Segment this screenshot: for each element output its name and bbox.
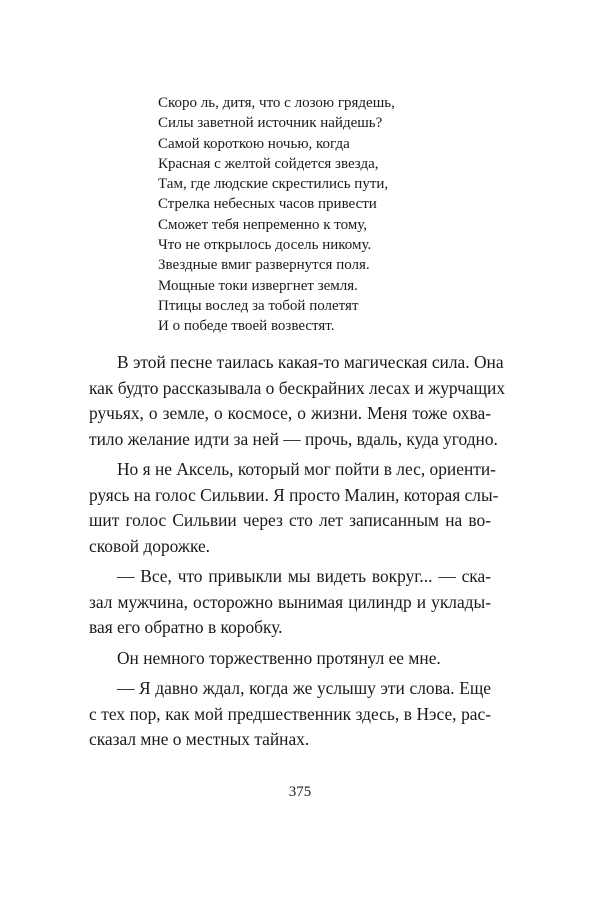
- poem-line: Самой короткою ночью, когда: [158, 135, 350, 152]
- poem-line: Сможет тебя непременно к тому,: [158, 216, 368, 233]
- text-line: вая его обратно в коробку.: [89, 617, 283, 637]
- text-line: сковой дорожке.: [89, 535, 211, 556]
- body-text: [89, 350, 506, 753]
- poem-line: Скоро ль, дитя, что с лозою грядешь,: [158, 95, 395, 111]
- text-line: как будто рассказывала о бескрайних лесах и журчащих: [89, 377, 506, 398]
- text-line: сказал мне о местных тайнах.: [89, 729, 310, 749]
- text-line: руясь на голос Сильвии. Я просто Малин, которая слы-: [89, 484, 499, 505]
- text-line: шит голос Сильвии через сто лет записанным на во-: [89, 510, 491, 530]
- poem-line: Звездные вмиг развернутся поля.: [158, 257, 370, 274]
- text-line: ручьях, о земле, о космосе, о жизни. Меня тоже охва-: [89, 403, 491, 423]
- poem-line: Птицы вослед за тобой полетят: [158, 297, 359, 314]
- poem-line: Силы заветной источник найдешь?: [158, 115, 383, 132]
- text-line: В этой песне таилась какая-то магическая сила. Она: [117, 352, 504, 372]
- text-line: с тех пор, как мой предшественник здесь, в Нэсе, рас-: [89, 703, 491, 724]
- poem-line: Что не открылось досель никому.: [158, 237, 372, 254]
- text-line: Он немного торжественно протянул ее мне.: [117, 647, 441, 668]
- text-line: — Я давно ждал, когда же услышу эти слова. Еще: [117, 678, 491, 698]
- text-line: — Все, что привыкли мы видеть вокруг... — ска-: [117, 566, 491, 586]
- text-line: тило желание идти за ней — прочь, вдаль, куда угодно.: [89, 428, 498, 449]
- page-number: 375: [288, 784, 312, 800]
- poem-stanza: [158, 93, 538, 337]
- poem-line: Мощные токи извергнет земля.: [158, 277, 358, 294]
- text-line: зал мужчина, осторожно вынимая цилиндр и уклады-: [89, 591, 491, 612]
- poem-line: Красная с желтой сойдется звезда,: [158, 155, 379, 172]
- text-line: Но я не Аксель, который мог пойти в лес, ориенти-: [117, 459, 496, 479]
- poem-line: И о победе твоей возвестят.: [158, 318, 335, 335]
- poem-line: Там, где людские скрестились пути,: [158, 176, 389, 193]
- poem-line: Стрелка небесных часов привести: [158, 196, 377, 213]
